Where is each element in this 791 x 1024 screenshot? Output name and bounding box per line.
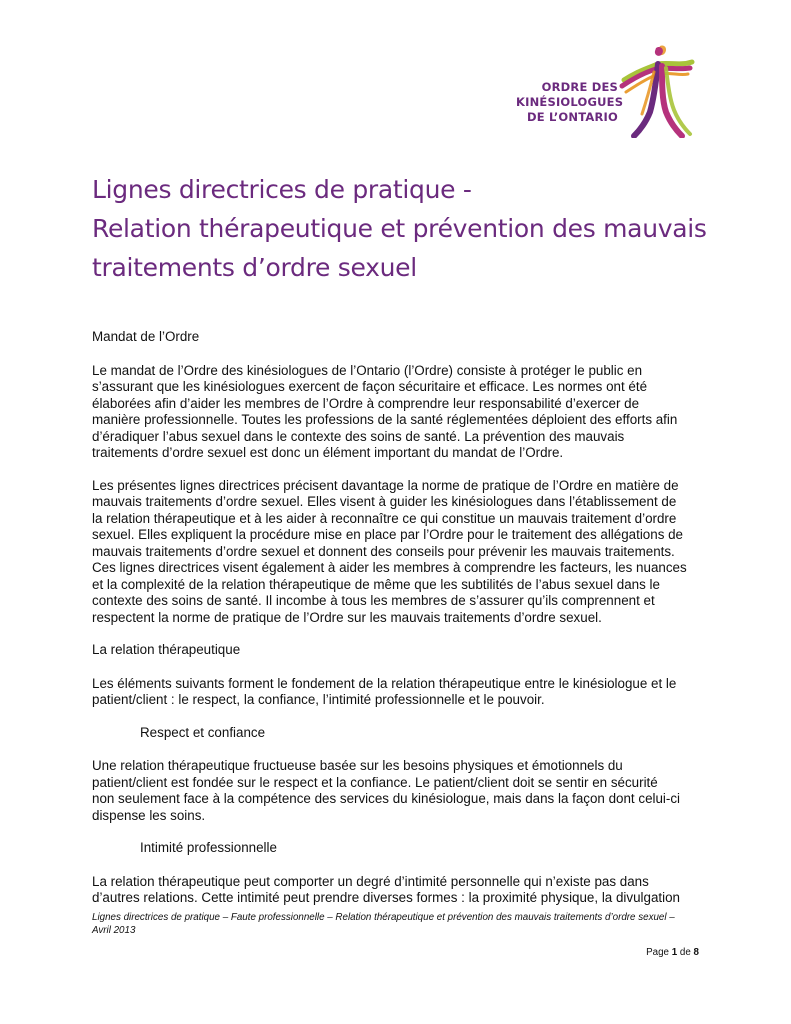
page-total: 8 [693, 947, 699, 958]
logo-line: ORDRE DES [541, 80, 618, 94]
text-line: mauvais traitements d’ordre sexuel et donnent des conseils pour prévenir les mauvais traitements. [92, 543, 675, 559]
paragraph [92, 874, 702, 907]
text-line: dispense les soins. [92, 807, 206, 823]
text-line: sexuel. Elles expliquent la procédure mise en place par l’Ordre pour le traitement des allégations de [92, 527, 684, 542]
text-line: s’assurant que les kinésiologues exercent de façon sécuritaire et efficace. Les normes ont été [92, 379, 648, 394]
page-of: de [679, 947, 691, 958]
text-line: patient/client est fondée sur le respect et la confiance. Le patient/client doit se sentir en sécurité [92, 774, 658, 790]
footer-line: Avril 2013 [92, 924, 136, 936]
text-line: d’autres relations. Cette intimité peut prendre diverses formes : la proximité physique, la divulgation [92, 890, 680, 905]
text-line: Les éléments suivants forment le fondement de la relation thérapeutique entre le kinésiologue et le [92, 675, 677, 691]
text-line: Le mandat de l’Ordre des kinésiologues de l’Ontario (l’Ordre) consiste à protéger le public en [92, 362, 643, 378]
title-line: Lignes directrices de pratique - [92, 175, 472, 204]
subsection-heading-intimite: Intimité professionnelle [140, 840, 277, 855]
page-label: Page [646, 947, 669, 958]
text-line: Ces lignes directrices visent également à aider les membres à comprendre les facteurs, les nuances [92, 560, 687, 575]
paragraph [92, 676, 702, 709]
logo-line: DE L’ONTARIO [526, 110, 618, 124]
footer-line: Lignes directrices de pratique – Faute professionnelle – Relation thérapeutique et prévention des mauvais traitements d’ordre sexuel – [92, 912, 675, 923]
document-title [92, 170, 732, 287]
text-line: la relation thérapeutique et à les aider à reconnaître ce qui constitue un mauvais traitement d’ordre [92, 510, 677, 526]
text-line: respectent la norme de pratique de l’Ordre sur les mauvais traitements d’ordre sexuel. [92, 609, 602, 625]
footer-note [92, 912, 702, 937]
text-line: La relation thérapeutique peut comporter un degré d’intimité personnelle qui n’existe pas dans [92, 873, 649, 889]
text-line: Une relation thérapeutique fructueuse basée sur les besoins physiques et émotionnels du [92, 758, 623, 773]
document-body [92, 329, 702, 923]
text-line: Les présentes lignes directrices précisent davantage la norme de pratique de l’Ordre en matière de [92, 477, 679, 493]
section-heading-relation: La relation thérapeutique [92, 642, 241, 657]
title-line: traitements d’ordre sexuel [92, 253, 417, 282]
text-line: d’éradiquer l’abus sexuel dans le contexte des soins de santé. La prévention des mauvais [92, 428, 625, 444]
text-line: patient/client : le respect, la confiance, l’intimité professionnelle et le pouvoir. [92, 692, 545, 707]
logo-wordmark [516, 80, 624, 125]
text-line: non seulement face à la compétence des services du kinésiologue, mais dans la façon dont celui-ci [92, 791, 681, 806]
page-number [646, 947, 699, 958]
kinesiology-figure-icon [616, 42, 696, 138]
text-line: mauvais traitements d’ordre sexuel. Elles visent à guider les kinésiologues dans l’établissement de [92, 494, 677, 509]
title-line: Relation thérapeutique et prévention des mauvais [92, 214, 707, 243]
paragraph [92, 758, 702, 824]
logo-line: KINÉSIOLOGUES [516, 95, 624, 109]
organization-logo [516, 42, 696, 138]
paragraph [92, 478, 702, 627]
page-current: 1 [671, 947, 678, 958]
subsection-heading-respect: Respect et confiance [140, 724, 266, 740]
text-line: élaborées afin d’aider les membres de l’Ordre à comprendre leur responsabilité d’exercer de [92, 395, 640, 411]
text-line: contexte des soins de santé. Il incombe à tous les membres de s’assurer qu’ils comprennent et [92, 593, 655, 608]
section-heading-mandat: Mandat de l’Ordre [92, 329, 200, 344]
text-line: et la complexité de la relation thérapeutique de même que les subtilités de l’abus sexuel dans le [92, 576, 660, 592]
text-line: manière professionnelle. Toutes les professions de la santé réglementées déploient des efforts afin [92, 412, 678, 427]
paragraph [92, 363, 702, 462]
text-line: traitements d’ordre sexuel est donc un élément important du mandat de l’Ordre. [92, 445, 564, 460]
